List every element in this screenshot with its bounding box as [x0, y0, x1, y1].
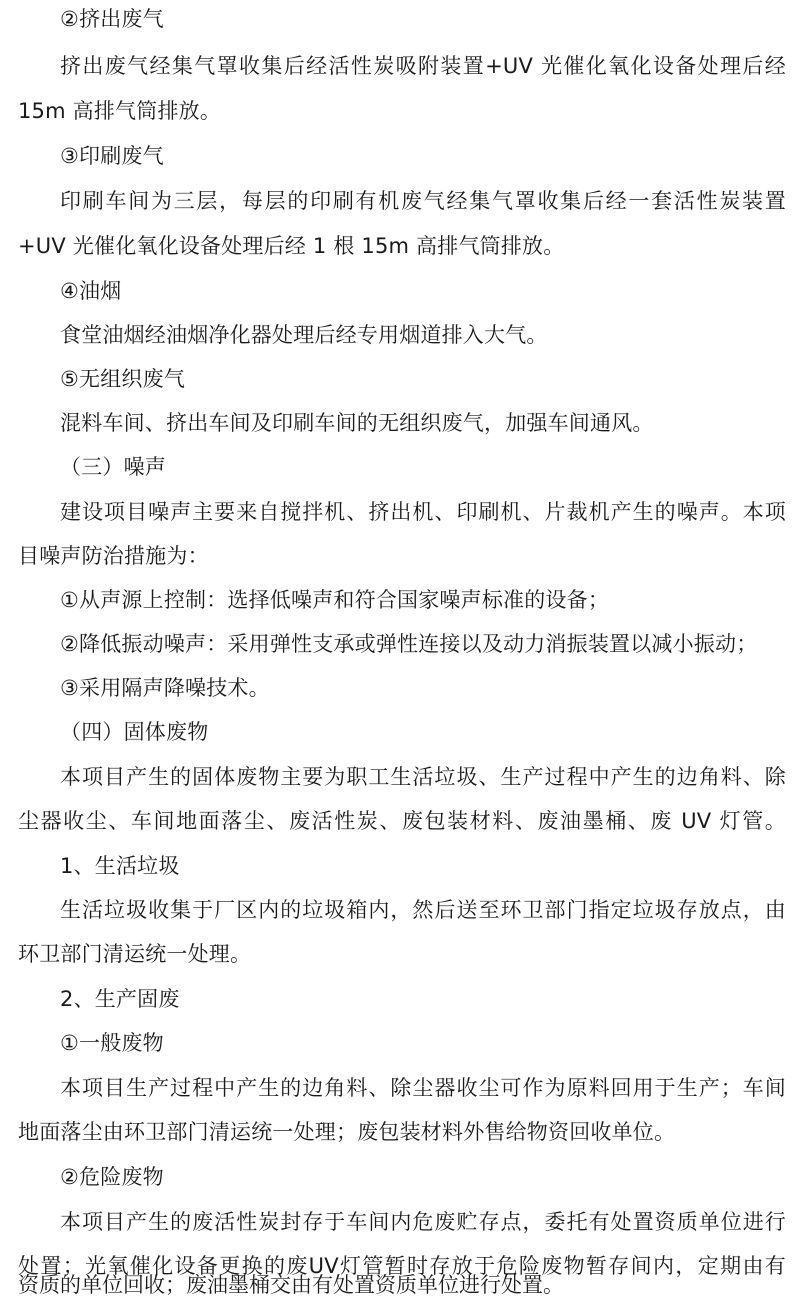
paragraph-line: 本项目产生的固体废物主要为职工生活垃圾、生产过程中产生的边角料、除: [60, 765, 786, 789]
heading-hazardous-waste: ②危险废物: [60, 1165, 164, 1189]
paragraph-line: 尘器收尘、车间地面落尘、废活性炭、废包装材料、废油墨桶、废 UV 灯管。: [18, 809, 786, 833]
paragraph-line: 生活垃圾收集于厂区内的垃圾箱内，然后送至环卫部门指定垃圾存放点，由: [60, 898, 786, 922]
paragraph-line: 环卫部门清运统一处理。: [18, 942, 252, 966]
list-item: ③采用隔声降噪技术。: [60, 676, 270, 700]
paragraph-line-last: 资质的单位回收；废油墨桶交由有处置资质单位进行处置。: [18, 1273, 564, 1297]
heading-domestic-garbage: 1、生活垃圾: [60, 854, 180, 878]
section-heading-noise: （三）噪声: [60, 455, 166, 479]
list-item: ①从声源上控制：选择低噪声和符合国家噪声标准的设备；: [60, 588, 610, 612]
paragraph-line: 食堂油烟经油烟净化器处理后经专用烟道排入大气。: [60, 323, 548, 347]
paragraph-line: 挤出废气经集气罩收集后经活性炭吸附装置+UV 光催化氧化设备处理后经: [60, 54, 786, 78]
heading-cooking-fume: ④油烟: [60, 279, 122, 303]
paragraph-line: 本项目产生的废活性炭封存于车间内危废贮存点，委托有处置资质单位进行: [60, 1210, 786, 1234]
heading-production-waste: 2、生产固废: [60, 987, 180, 1011]
paragraph-line: 混料车间、挤出车间及印刷车间的无组织废气，加强车间通风。: [60, 411, 654, 435]
heading-printing-gas: ③印刷废气: [60, 144, 164, 168]
heading-extrusion-gas: ②挤出废气: [60, 7, 164, 31]
section-heading-solid-waste: （四）固体废物: [60, 720, 209, 744]
paragraph-line: 印刷车间为三层，每层的印刷有机废气经集气罩收集后经一套活性炭装置: [60, 189, 786, 213]
list-item: ②降低振动噪声：采用弹性支承或弹性连接以及动力消振装置以减小振动；: [60, 632, 758, 656]
paragraph-line: 处置；光氧催化设备更换的废UV灯管暂时存放于危险废物暂存间内，定期由有: [18, 1254, 786, 1278]
paragraph-line: 地面落尘由环卫部门清运统一处理；废包装材料外售给物资回收单位。: [18, 1120, 676, 1144]
paragraph-line: 目噪声防治措施为：: [18, 544, 209, 568]
heading-general-waste: ①一般废物: [60, 1031, 164, 1055]
paragraph-line: 15m 高排气筒排放。: [18, 99, 222, 123]
paragraph-line: +UV 光催化氧化设备处理后经 1 根 15m 高排气筒排放。: [18, 234, 565, 258]
paragraph-line: 建设项目噪声主要来自搅拌机、挤出机、印刷机、片裁机产生的噪声。本项: [60, 500, 786, 524]
heading-unorganized-gas: ⑤无组织废气: [60, 367, 186, 391]
paragraph-line: 本项目生产过程中产生的边角料、除尘器收尘可作为原料回用于生产；车间: [60, 1076, 786, 1100]
